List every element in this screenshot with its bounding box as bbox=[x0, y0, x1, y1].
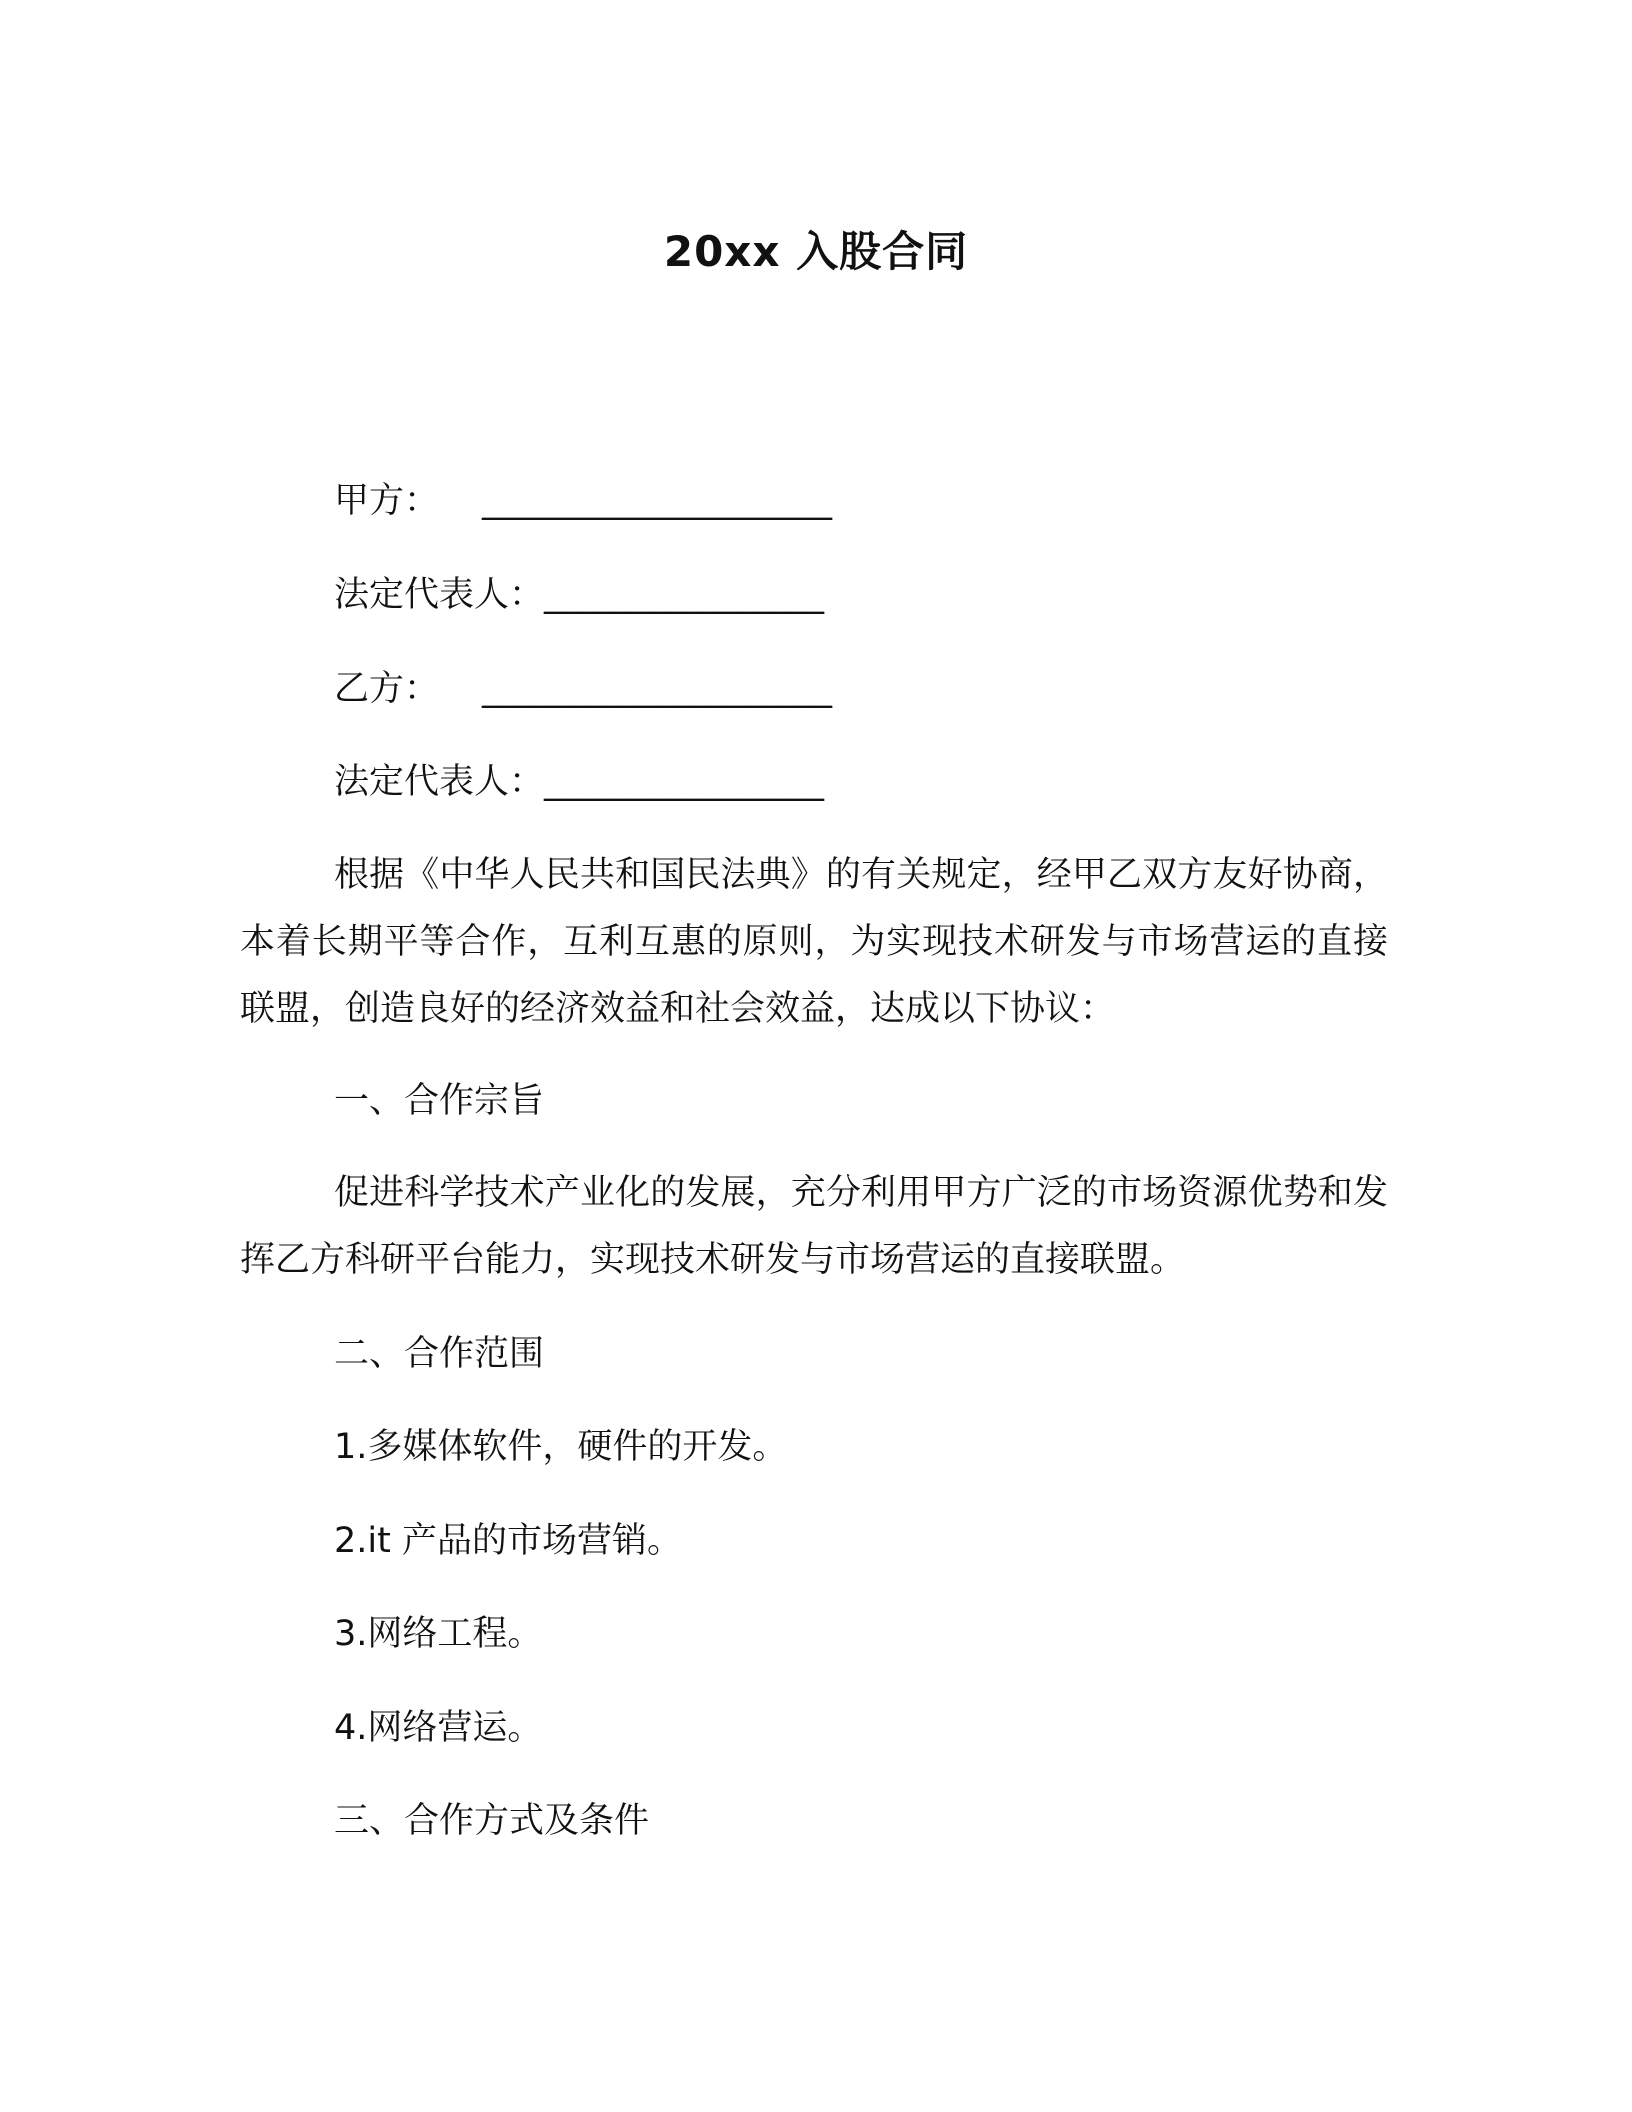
party-b-representative-blank: ________________ bbox=[544, 762, 825, 802]
scope-item-4: 4.网络营运。 bbox=[334, 1708, 543, 1748]
section-1-heading: 一、合作宗旨 bbox=[334, 1081, 545, 1121]
party-b-representative-label: 法定代表人： bbox=[334, 762, 545, 802]
party-a-field bbox=[334, 476, 832, 526]
party-a-blank: ____________________ bbox=[482, 481, 832, 521]
party-b-blank: ____________________ bbox=[482, 669, 832, 709]
intro-paragraph: 根据《中华人民共和国民法典》的有关规定，经甲乙双方友好协商，本着长期平等合作，互利互惠的原则，为实现技术研发与市场营运的直接联盟，创造良好的经济效益和社会效益，达成以下协议： bbox=[240, 855, 1388, 1029]
section-2-heading: 二、合作范围 bbox=[334, 1334, 545, 1374]
document-title: 20xx 入股合同 bbox=[663, 227, 969, 276]
party-a-representative-field bbox=[334, 570, 824, 620]
section-1-paragraph: 促进科学技术产业化的发展，充分利用甲方广泛的市场资源优势和发挥乙方科研平台能力，实现技术研发与市场营运的直接联盟。 bbox=[240, 1173, 1388, 1280]
scope-item-3: 3.网络工程。 bbox=[334, 1614, 543, 1654]
scope-item-2: 2.it 产品的市场营销。 bbox=[334, 1521, 682, 1561]
scope-item-1: 1.多媒体软件，硬件的开发。 bbox=[334, 1427, 788, 1467]
party-b-field bbox=[334, 664, 832, 714]
party-b-label: 乙方： bbox=[334, 669, 440, 709]
party-a-representative-blank: ________________ bbox=[544, 575, 825, 615]
party-a-label: 甲方： bbox=[334, 481, 440, 521]
section-3-heading: 三、合作方式及条件 bbox=[334, 1801, 650, 1841]
party-a-representative-label: 法定代表人： bbox=[334, 575, 545, 615]
party-b-representative-field bbox=[334, 757, 824, 807]
